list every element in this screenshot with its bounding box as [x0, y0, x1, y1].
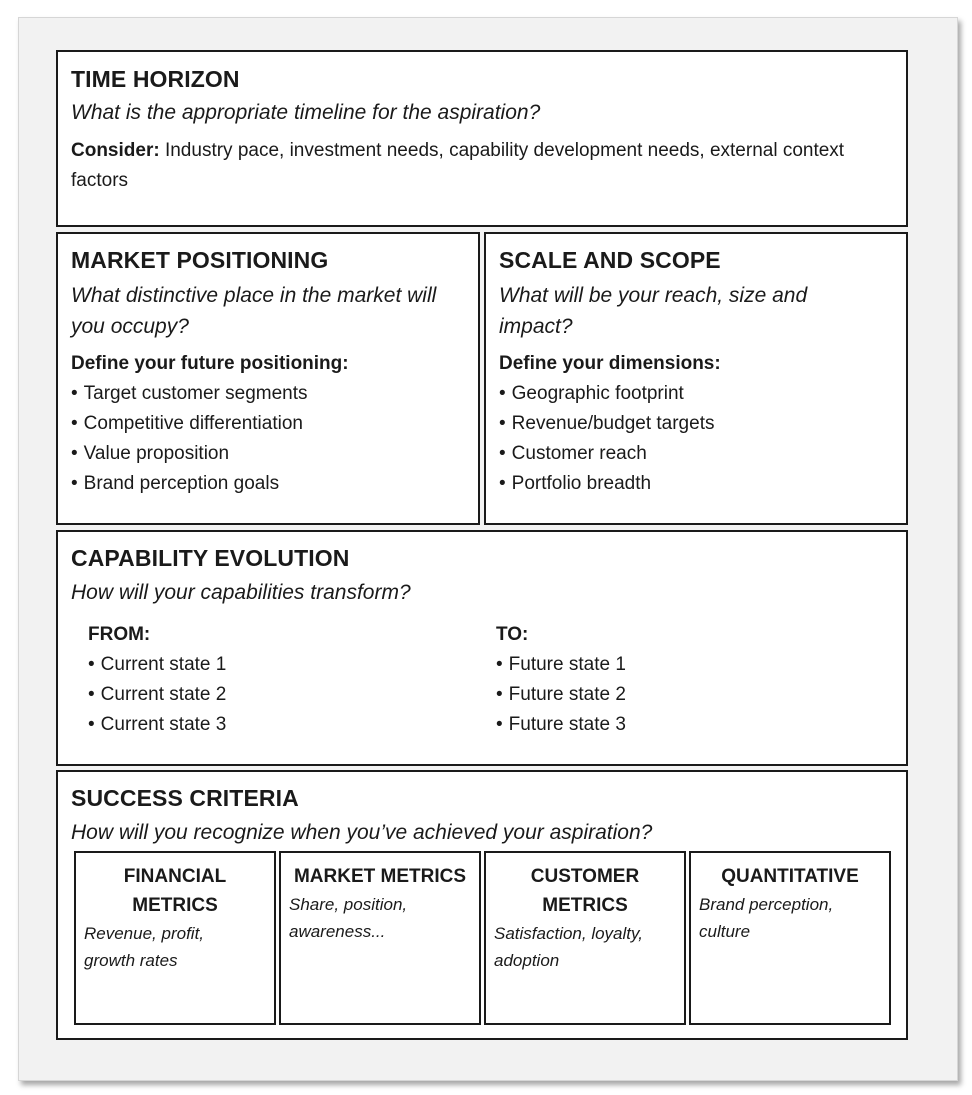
to-list: [496, 650, 626, 740]
card-title: QUANTITATIVE: [721, 866, 859, 887]
scale-scope-section: [484, 232, 908, 525]
list-item: • Target customer segments: [71, 379, 308, 409]
list-item: • Future state 1: [496, 650, 626, 680]
list-item: • Current state 3: [88, 710, 226, 740]
scale-scope-question: What will be your reach, size and impact?: [499, 284, 808, 338]
market-positioning-title: MARKET POSITIONING: [71, 247, 329, 273]
list-item: • Revenue/budget targets: [499, 409, 714, 439]
card-description: Satisfaction, loyalty, adoption: [494, 924, 643, 970]
card-description: Share, position, awareness...: [289, 895, 408, 941]
quantitative-card: [689, 851, 891, 1025]
success-criteria-question: How will you recognize when you’ve achieved your aspiration?: [71, 821, 653, 844]
list-item: • Portfolio breadth: [499, 469, 714, 499]
card-description: Brand perception, culture: [699, 895, 834, 941]
capability-evolution-question: How will your capabilities transform?: [71, 581, 411, 604]
scale-scope-title: SCALE AND SCOPE: [499, 247, 721, 273]
list-item: • Customer reach: [499, 439, 714, 469]
market-positioning-label: Define your future positioning:: [71, 353, 349, 374]
capability-evolution-title: CAPABILITY EVOLUTION: [71, 545, 350, 571]
list-item: • Current state 2: [88, 680, 226, 710]
market-metrics-card: [279, 851, 481, 1025]
consider-label: Consider:: [71, 140, 160, 161]
scale-scope-list: [499, 379, 714, 499]
time-horizon-section: [56, 50, 908, 227]
success-criteria-title: SUCCESS CRITERIA: [71, 785, 299, 811]
from-label: FROM:: [88, 624, 151, 645]
list-item: • Geographic footprint: [499, 379, 714, 409]
consider-text: Industry pace, investment needs, capability development needs, external context factors: [71, 140, 845, 191]
list-item: • Current state 1: [88, 650, 226, 680]
success-criteria-section: [56, 770, 908, 1040]
to-label: TO:: [496, 624, 529, 645]
list-item: • Competitive differentiation: [71, 409, 308, 439]
list-item: • Future state 3: [496, 710, 626, 740]
time-horizon-question: What is the appropriate timeline for the aspiration?: [71, 101, 541, 124]
capability-evolution-section: [56, 530, 908, 766]
card-title: CUSTOMER METRICS: [530, 866, 640, 916]
time-horizon-title: TIME HORIZON: [71, 66, 240, 92]
market-positioning-question: What distinctive place in the market will you occupy?: [71, 284, 437, 338]
list-item: • Future state 2: [496, 680, 626, 710]
card-title: FINANCIAL METRICS: [123, 866, 227, 916]
market-positioning-list: [71, 379, 308, 499]
financial-metrics-card: [74, 851, 276, 1025]
market-positioning-section: [56, 232, 480, 525]
card-title: MARKET METRICS: [293, 866, 467, 887]
scale-scope-label: Define your dimensions:: [499, 353, 721, 374]
list-item: • Brand perception goals: [71, 469, 308, 499]
customer-metrics-card: [484, 851, 686, 1025]
time-horizon-consider: [71, 136, 891, 196]
from-list: [88, 650, 226, 740]
card-description: Revenue, profit, growth rates: [84, 924, 205, 970]
list-item: • Value proposition: [71, 439, 308, 469]
